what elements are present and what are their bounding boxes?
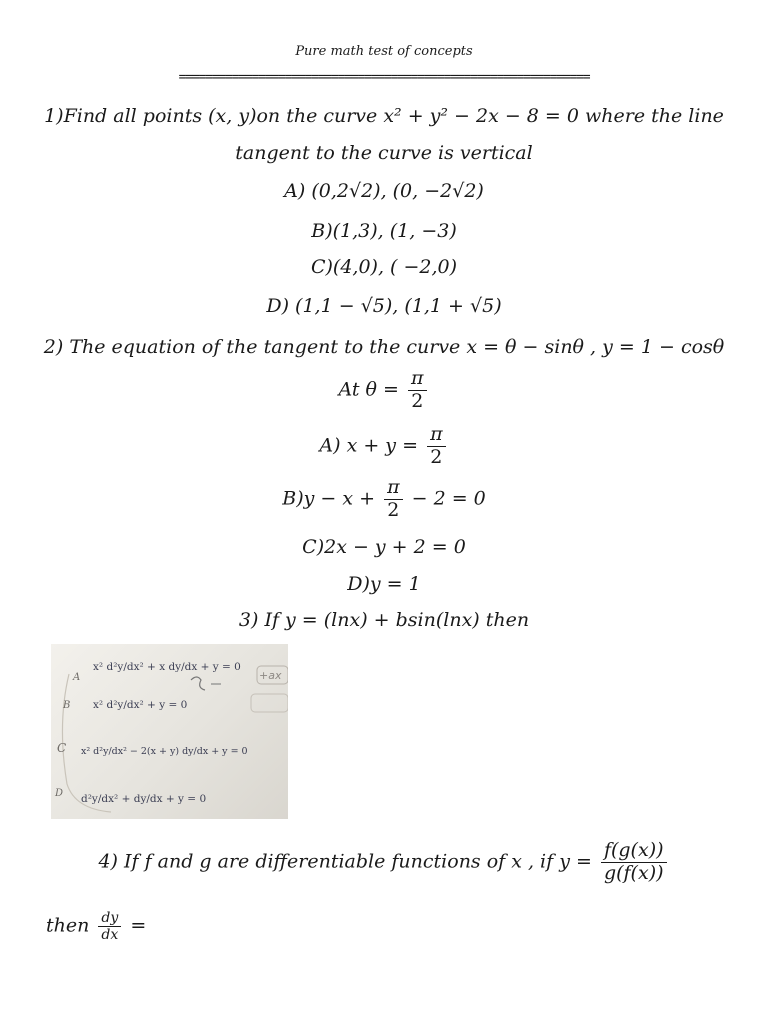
q1-option-a: A) (0,2√2), (0, −2√2) (284, 180, 484, 202)
q4-then-line (46, 910, 146, 943)
photo-equation-b: x² d²y/dx² + y = 0 (93, 699, 188, 711)
fraction-numerator: f(g(x)) (601, 840, 667, 863)
q3-photo-svg (51, 644, 288, 819)
q2-option-a (0, 424, 768, 469)
q2-at-theta (0, 368, 768, 413)
q4-equals-sign: = (130, 914, 147, 937)
dy-dx-fraction (98, 910, 121, 943)
test-title: Pure math test of concepts (295, 44, 473, 59)
q3-stem: 3) If y = (lnx) + bsin(lnx) then (238, 609, 530, 631)
fraction-denominator: dx (101, 927, 119, 944)
photo-handwriting-mark (191, 677, 205, 690)
fraction-denominator: 2 (387, 498, 400, 521)
q4-then-word: then (46, 914, 90, 937)
photo-paper-curve (62, 674, 111, 812)
photo-label-d: D (55, 788, 64, 799)
photo-equation-d: d²y/dx² + dy/dx + y = 0 (81, 793, 207, 805)
fraction-denominator: 2 (411, 389, 424, 412)
q2-option-c: C)2x − y + 2 = 0 (302, 536, 466, 558)
photo-equation-a: x² d²y/dx² + x dy/dx + y = 0 (93, 661, 241, 673)
q2-option-b (0, 477, 768, 522)
photo-label-a: A (73, 672, 81, 683)
pi-over-two-fraction (427, 424, 446, 469)
fraction-numerator: π (384, 477, 403, 500)
photo-label-b: B (63, 700, 71, 711)
q1-stem-line2: tangent to the curve is vertical (235, 142, 533, 164)
pi-over-two-fraction (408, 368, 427, 413)
q2-option-b-suffix: − 2 = 0 (411, 487, 486, 510)
q2-option-a-text: A) x + y = (319, 434, 419, 457)
q1-stem-line1: 1)Find all points (x, y)on the curve x² + y² − 2x − 8 = 0 where the line (44, 105, 724, 127)
q2-option-b-text: B)y − x + (282, 487, 376, 510)
q1-option-c: C)(4,0), ( −2,0) (310, 256, 458, 278)
q3-answer-photo (51, 644, 288, 819)
q2-stem: 2) The equation of the tangent to the curve x = θ − sinθ , y = 1 − cosθ (43, 336, 725, 358)
fg-over-gf-fraction (601, 840, 667, 885)
fraction-numerator: dy (98, 910, 121, 927)
q1-option-d: D) (1,1 − √5), (1,1 + √5) (266, 295, 502, 317)
q4-stem (0, 840, 768, 885)
q4-stem-text: 4) If f and g are differentiable functions of x , if y = (98, 850, 592, 873)
q1-option-b: B)(1,3), (1, −3) (311, 220, 457, 242)
fraction-numerator: π (427, 424, 446, 447)
separator-rule: ============================================================== (178, 70, 590, 85)
fraction-denominator: 2 (430, 445, 443, 468)
photo-label-c: C (57, 741, 67, 755)
photo-equation-c: x² d²y/dx² − 2(x + y) dy/dx + y = 0 (81, 746, 248, 757)
fraction-numerator: π (408, 368, 427, 391)
q2-option-d: D)y = 1 (347, 573, 421, 595)
photo-scribble-text: +ax (259, 669, 282, 682)
photo-scribble-box-2 (251, 694, 288, 712)
fraction-denominator: g(f(x)) (603, 861, 664, 884)
q2-at-prefix: At θ = (338, 378, 399, 401)
pi-over-two-fraction (384, 477, 403, 522)
